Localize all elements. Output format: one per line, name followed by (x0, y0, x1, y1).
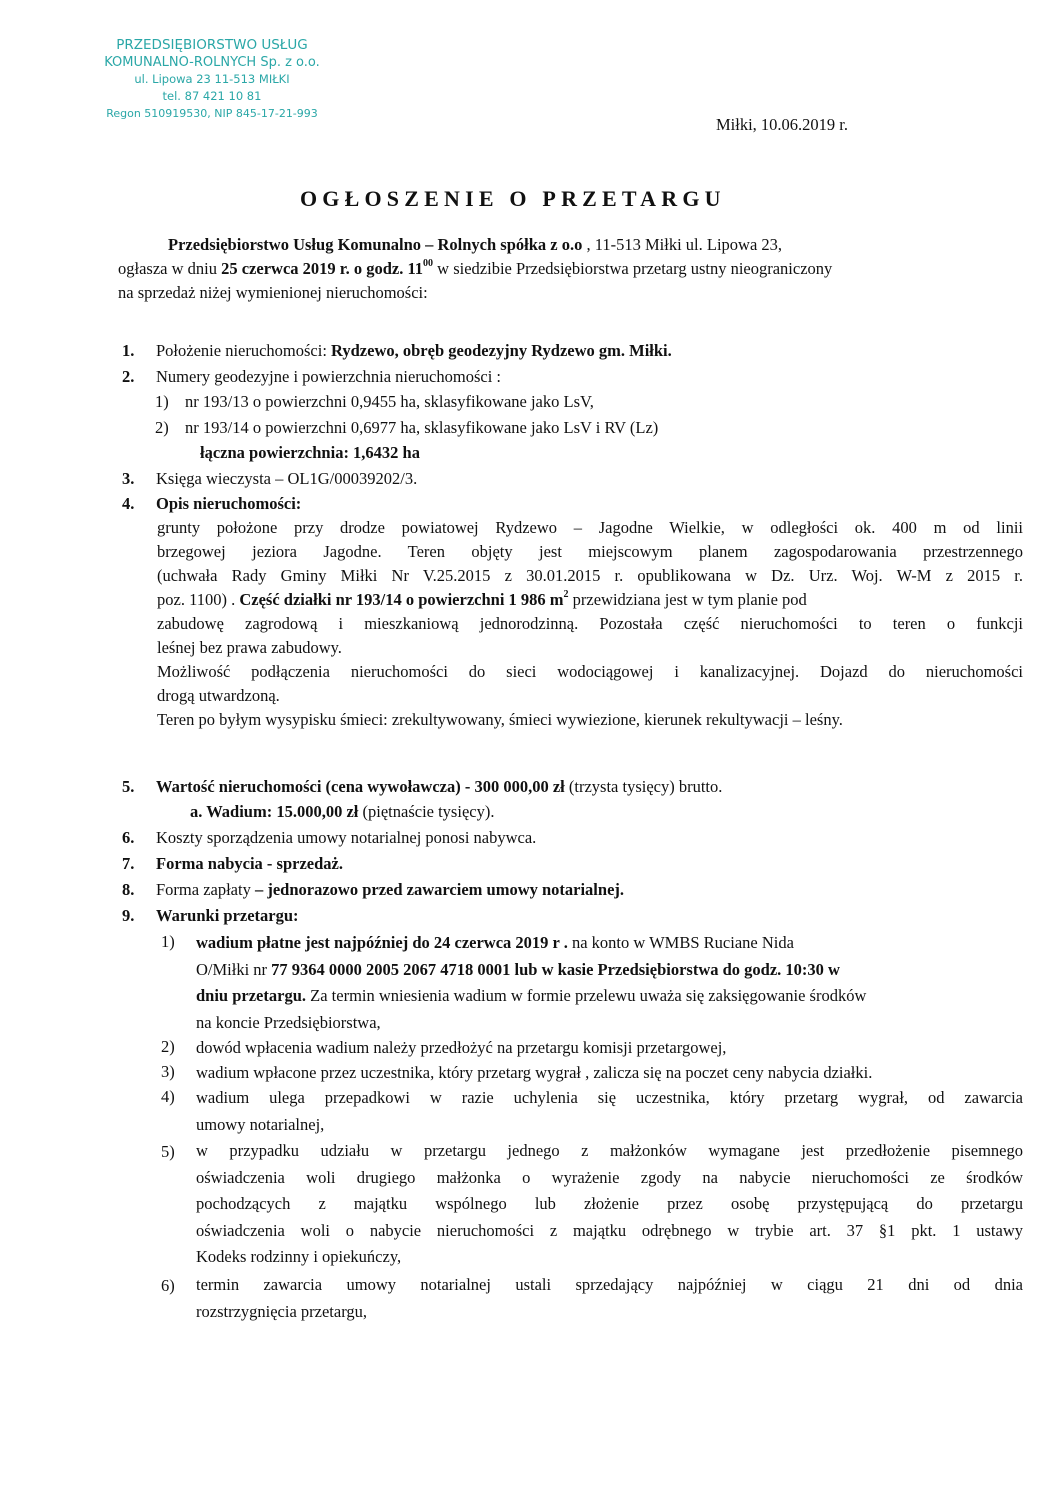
item-number: 5. (122, 777, 135, 796)
item-number: 7. (122, 854, 135, 873)
condition-line-text: Za termin wniesienia wadium w formie przelewu uważa się zaksięgowanie środków (306, 986, 867, 1005)
description-line: grunty położone przy drodze powiatowej Rydzewo – Jagodne Wielkie, w odległości ok. 400 m od linii (157, 518, 1023, 537)
item-price (156, 777, 722, 797)
stamp-line: Regon 510919530, NIP 845-17-21-993 (106, 107, 318, 120)
plot-text: nr 193/13 o powierzchni 0,9455 ha, sklasyfikowane jako LsV, (185, 392, 594, 411)
description-text: przewidziana jest w tym planie pod (568, 590, 807, 609)
item-land-register: Księga wieczysta – OL1G/00039202/3. (156, 469, 418, 488)
stamp-line: tel. 87 421 10 81 (162, 89, 262, 103)
description-line (157, 588, 1023, 612)
plot-text: nr 193/14 o powierzchni 0,6977 ha, sklasyfikowane jako LsV i RV (Lz) (185, 418, 659, 437)
stamp-line: PRZEDSIĘBIORSTWO USŁUG (116, 37, 308, 53)
intro-text: ogłasza w dniu (118, 259, 222, 278)
stamp-line: KOMUNALNO-ROLNYCH Sp. z o.o. (104, 55, 320, 70)
plot-number: 2) (155, 418, 169, 437)
condition-number: 3) (161, 1062, 175, 1081)
item-location (156, 341, 672, 361)
condition-line: na koncie Przedsiębiorstwa, (196, 1012, 381, 1032)
plot-entry (155, 392, 594, 412)
plot-entry (155, 418, 658, 438)
condition-number: 6) (161, 1276, 175, 1295)
company-name: Przedsiębiorstwo Usług Komunalno – Rolnych spółka z o.o (168, 235, 583, 254)
condition-highlight: dniu przetargu. (196, 986, 307, 1005)
condition-line: termin zawarcia umowy notarialnej ustali sprzedający najpóźniej w ciągu 21 dni od dnia (196, 1275, 1023, 1294)
deposit-words: (piętnaście tysięcy). (358, 802, 495, 821)
property-description (157, 516, 1023, 732)
price-value: Wartość nieruchomości (cena wywoławcza) - 300 000,00 zł (156, 777, 565, 796)
description-text: poz. 1100) . (157, 590, 240, 609)
item-conditions-heading: Warunki przetargu: (156, 906, 299, 925)
item-number: 2. (122, 367, 135, 386)
company-address: , 11-513 Miłki ul. Lipowa 23, (582, 235, 783, 254)
stamp-line: ul. Lipowa 23 11-513 MIŁKI (134, 72, 290, 86)
condition-line (196, 983, 1023, 1010)
condition-number: 4) (161, 1087, 175, 1106)
description-line: brzegowej jeziora Jagodne. Teren objęty jest miejscowym planem zagospodarowania przestrzennego (157, 542, 1023, 561)
auction-time-minutes: 00 (423, 258, 434, 269)
condition-line: pochodzących z majątku wspólnego lub złożenie przez osobę przystępującą do przetargu (196, 1194, 1023, 1213)
condition-line: rozstrzygnięcia przetargu, (196, 1301, 368, 1321)
condition-line: wadium wpłacone przez uczestnika, który przetarg wygrał , zalicza się na poczet ceny nabycia działki. (196, 1063, 873, 1082)
deposit-value: a. Wadium: 15.000,00 zł (190, 802, 359, 821)
price-words: (trzysta tysięcy) brutto. (564, 777, 723, 796)
condition-line-text: O/Miłki nr (196, 959, 272, 979)
item-acquisition-form: Forma nabycia - sprzedaż. (156, 854, 343, 873)
condition-line: oświadczenia woli o nabycie nieruchomości z majątku odrębnego w trybie art. 37 §1 pkt. 1 ustawy (196, 1220, 1023, 1240)
item-number: 3. (122, 469, 135, 488)
condition-line: wadium ulega przepadkowi w razie uchylenia się uczestnika, który przetarg wygrał, od zawarcia (196, 1088, 1023, 1107)
plot-number: 1) (155, 392, 169, 411)
description-unit-exponent: 2 (563, 589, 569, 600)
condition-highlight: wadium płatne jest najpóźniej do 24 czerwca 2019 r . (196, 933, 568, 952)
condition-line: Kodeks rodzinny i opiekuńczy, (196, 1247, 402, 1266)
description-line: leśnej bez prawa zabudowy. (157, 638, 342, 657)
item-notary-costs: Koszty sporządzenia umowy notarialnej ponosi nabywca. (156, 828, 537, 847)
item-payment-form (156, 880, 624, 900)
condition-line: dowód wpłacenia wadium należy przedłożyć na przetargu komisji przetargowej, (196, 1038, 727, 1057)
condition-line-text: na konto w WMBS Ruciane Nida (567, 933, 794, 952)
item-number: 1. (122, 341, 135, 360)
description-line: Teren po byłym wysypisku śmieci: zrekultywowany, śmieci wywiezione, kierunek rekultywacji – leśny. (157, 710, 843, 729)
item-label: Położenie nieruchomości: (156, 341, 332, 360)
condition-line: umowy notarialnej, (196, 1114, 325, 1134)
description-line: zabudowę zagrodową i mieszkaniową jednorodzinną. Pozostała część nieruchomości to teren o funkcji (157, 614, 1023, 633)
deposit-amount (190, 802, 494, 822)
item-plots: Numery geodezyjne i powierzchnia nieruchomości : (156, 367, 502, 386)
intro-paragraph (118, 233, 998, 305)
item-number: 8. (122, 880, 135, 899)
condition-number: 5) (161, 1142, 175, 1161)
payment-label: Forma zapłaty (156, 880, 255, 899)
condition-highlight: 77 9364 0000 2005 2067 4718 0001 lub w kasie Przedsiębiorstwa do godz. 10:30 w (271, 959, 840, 979)
document-title: OGŁOSZENIE O PRZETARGU (300, 186, 726, 211)
condition-number: 1) (161, 932, 175, 951)
item-number: 6. (122, 828, 135, 847)
item-number: 4. (122, 494, 135, 513)
condition-line (196, 957, 1023, 984)
document-date: Miłki, 10.06.2019 r. (716, 115, 849, 134)
description-highlight: Część działki nr 193/14 o powierzchni 1 986 m (239, 590, 564, 609)
item-number: 9. (122, 906, 135, 925)
description-line: (uchwała Rady Gminy Miłki Nr V.25.2015 z 30.01.2015 r. opublikowana w Dz. Urz. Woj. W-M z 2015 r. (157, 566, 1023, 585)
auction-date: 25 czerwca 2019 r. o godz. 11 (221, 259, 424, 278)
condition-line: w przypadku udziału w przetargu jednego z małżonków wymagane jest przedłożenie pisemnego (196, 1141, 1023, 1160)
total-area: łączna powierzchnia: 1,6432 ha (200, 443, 420, 462)
intro-text: na sprzedaż niżej wymienionej nieruchomości: (118, 283, 428, 302)
condition-line: oświadczenia woli drugiego małżonka o wyrażenie zgody na nabycie nieruchomości ze środków (196, 1167, 1023, 1187)
payment-value: – jednorazowo przed zawarciem umowy notarialnej. (254, 880, 625, 899)
company-stamp (82, 37, 342, 122)
description-line: drogą utwardzoną. (157, 686, 280, 705)
condition-text (196, 932, 1023, 1036)
item-value: Rydzewo, obręb geodezyjny Rydzewo gm. Miłki. (331, 341, 672, 360)
item-description-heading: Opis nieruchomości: (156, 494, 302, 513)
description-line: Możliwość podłączenia nieruchomości do sieci wodociągowej i kanalizacyjnej. Dojazd do nieruchomości (157, 662, 1023, 681)
intro-text: w siedzibie Przedsiębiorstwa przetarg ustny nieograniczony (433, 259, 833, 278)
condition-number: 2) (161, 1037, 175, 1056)
